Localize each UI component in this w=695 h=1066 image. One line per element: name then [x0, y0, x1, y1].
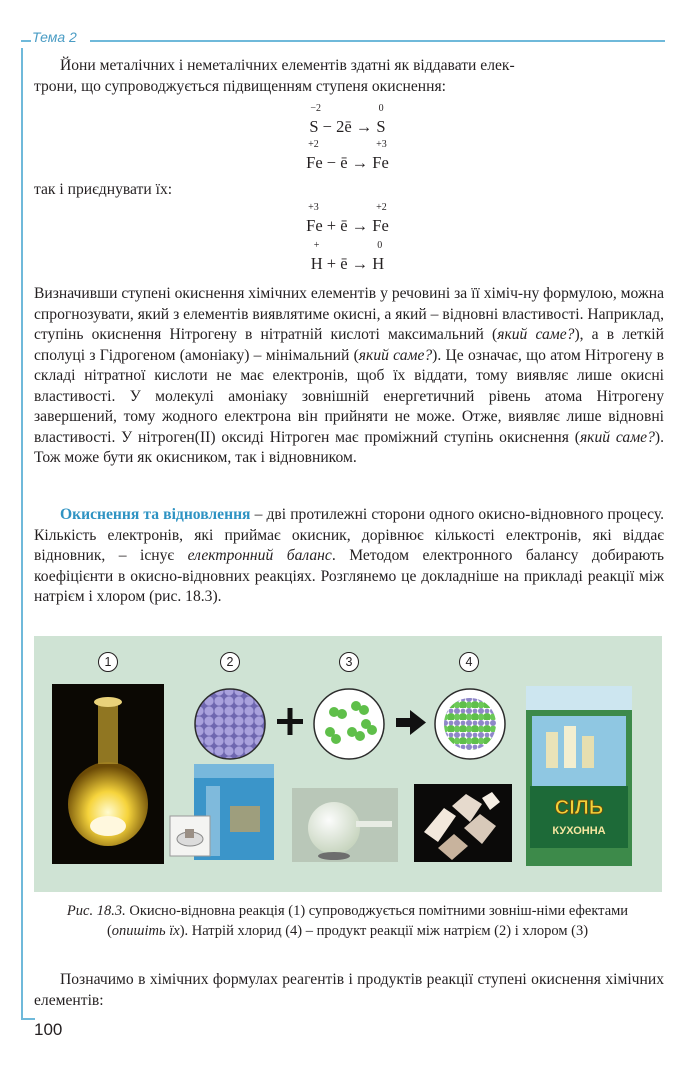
- flask-reaction-photo: [52, 684, 164, 864]
- figure-caption: Рис. 18.3. Окисно-відновна реакція (1) супроводжується помітними зовніш-німи ефектами (опишіть їх). Натрій хлорид (4) – продукт реакції між натрієм (2) і хлором (3): [66, 903, 629, 939]
- caption-hint: опишіть їх: [111, 922, 180, 939]
- chlorine-molecules: [314, 689, 384, 759]
- figure-label-4: 4: [459, 652, 479, 672]
- equation-text: H + ē → H: [310, 254, 385, 273]
- intro-paragraph: Йони металічних і неметалічних елементів здатні як віддавати елек- трони, що супроводжується підвищенням ступеня окиснення:: [34, 57, 515, 95]
- equation-h: [0, 240, 695, 273]
- ox-state-left: +: [313, 240, 320, 251]
- paragraph-oxidation-states: Визначивши ступені окиснення хімічних елементів у речовині за її хіміч-ну формулою, можна спрогнозувати, який з елементів виявлятиме окисні, а який – відновні властивості. Наприклад, ступінь окиснення Нітрогену в нітратній кислоті максимальний (який саме?), а в леткій сполуці з Гідрогеном (амоніаку) – мінімальний (який саме?). Це означає, що атом Нітрогену в складі нітратної кислоти не має електронів, щоб їх віддати, тому виявляє лише окисні властивості. У молекулі амоніаку зовнішній енергетичний рівень атома Нітрогену завершений, тому жодного електрона він прийняти не може. Отже, виявляє лише відновні властивості. У нітроген(ІІ) оксиді Нітроген має проміжний ступінь окиснення (який саме?). Тож може бути як окисником, так і відновником.: [34, 285, 664, 466]
- salt-box-subtitle: КУХОННА: [552, 825, 606, 837]
- plus-sign: [277, 708, 303, 735]
- caption-label: Рис. 18.3.: [66, 903, 126, 919]
- mid-text: так і приєднувати їх:: [34, 181, 173, 198]
- margin-rule: [21, 48, 23, 1018]
- equation-text: Fe + ē → Fe: [306, 216, 389, 235]
- figure-18-3: [34, 636, 662, 892]
- question-hint: який саме?: [497, 326, 575, 343]
- figure-label-3: 3: [339, 652, 359, 672]
- sodium-beaker-photo: [170, 764, 274, 860]
- ox-state-left: +3: [308, 202, 319, 213]
- equation-fe-oxidation: [0, 139, 695, 172]
- figure-illustration: [34, 636, 662, 892]
- equation-text: Fe − ē → Fe: [306, 153, 389, 172]
- term-electron-balance: електронний баланс: [187, 547, 332, 564]
- reaction-arrow: [396, 710, 426, 735]
- ox-state-left: −2: [310, 103, 322, 114]
- figure-label-2: 2: [220, 652, 240, 672]
- section-theme: Тема 2: [32, 29, 77, 45]
- paragraph-redox: Окиснення та відновлення – дві протилежні сторони одного окисно-відновного процесу. Кількість електронів, які приймає окисник, дорівнює кількості електронів, які віддає відновник, – існує електронний баланс. Методом електронного балансу добирають коефіцієнти в окисно-відновних реакціях. Розглянемо це докладніше на прикладі реакції між натрієм і хлором (рис. 18.3).: [34, 506, 664, 605]
- equation-text: S − 2ē → S: [309, 117, 386, 136]
- equation-s: [0, 103, 695, 136]
- ox-state-right: +2: [376, 202, 387, 213]
- question-hint: який саме?: [579, 428, 655, 446]
- equation-fe-reduction: [0, 202, 695, 235]
- figure-label-1: 1: [98, 652, 118, 672]
- page-number: 100: [34, 1020, 63, 1039]
- question-hint: який саме?: [358, 346, 433, 364]
- ox-state-right: +3: [376, 139, 387, 150]
- ox-state-left: +2: [308, 139, 319, 150]
- salt-box-title: СІЛЬ: [554, 797, 604, 819]
- outro-paragraph: Позначимо в хімічних формулах реагентів і продуктів реакції ступені окиснення хімічних елементів:: [34, 971, 664, 1009]
- chlorine-flask-photo: [292, 788, 398, 862]
- salt-package-photo: [526, 686, 632, 866]
- salt-crystals-photo: [414, 784, 512, 862]
- sodium-chloride-lattice: [435, 689, 505, 759]
- header-rule-tick: [21, 40, 31, 42]
- ox-state-right: 0: [377, 240, 383, 251]
- header-rule: [90, 40, 665, 42]
- ox-state-right: 0: [378, 103, 384, 114]
- footer-rule-tick: [21, 1018, 35, 1020]
- sodium-lattice: [195, 689, 265, 759]
- term-redox: Окиснення та відновлення: [60, 506, 251, 523]
